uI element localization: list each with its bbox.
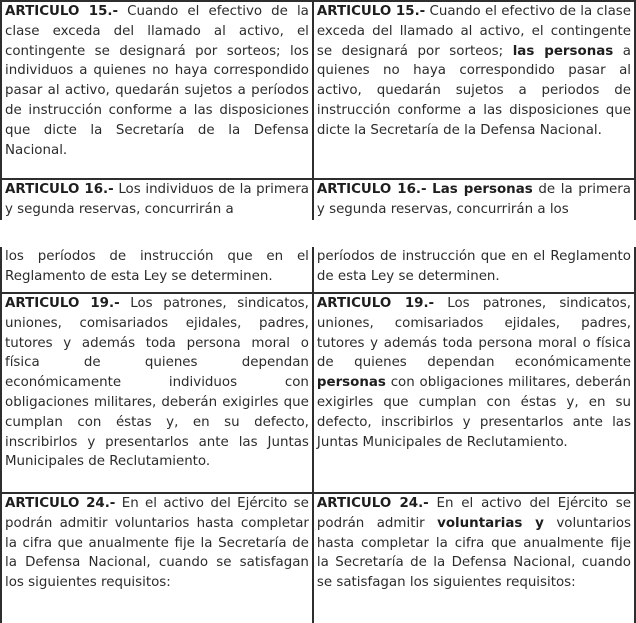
cell-left xyxy=(1,493,313,623)
cell-left xyxy=(1,247,313,293)
article-text: Cuando el efectivo de la clase exceda del llamado al activo, el contingente se designará por sorteos; xyxy=(316,4,631,59)
article-text: períodos de instrucción que en el Reglamento de esta Ley se determinen. xyxy=(316,249,631,284)
article-text: En el activo del Ejército se podrán admitir voluntarios hasta completar la cifra que anualmente fije la Secretaría de la Defensa Nacional, cuando se satisfagan los siguientes requisitos: xyxy=(5,496,309,591)
article-text: Los individuos de la primera y segunda reservas, concurrirán a xyxy=(5,182,309,217)
table-row xyxy=(1,293,635,493)
article-text: En el activo del Ejército se podrán admitir xyxy=(316,496,631,531)
article-text: Los patrones, sindicatos, uniones, comisariados ejidales, padres, tutores y además toda persona moral o física de quienes dependan económicamente xyxy=(316,296,631,371)
article-text: voluntarios hasta completar la cifra que anualmente fije la Secretaría de la Defensa Nacional, cuando se satisfagan los siguientes requisitos: xyxy=(316,515,631,591)
article-heading: ARTICULO 16.- xyxy=(316,182,427,197)
article-heading: ARTICULO 15.- xyxy=(316,4,426,19)
comparison-table-bottom xyxy=(0,247,636,623)
amended-text: voluntarias y xyxy=(437,515,544,531)
article-heading: ARTICULO 16.- xyxy=(5,182,114,197)
table-row xyxy=(1,179,635,221)
cell-right xyxy=(313,1,635,179)
article-heading: ARTICULO 15.- xyxy=(5,4,119,19)
article-heading: ARTICULO 19.- xyxy=(5,296,120,311)
article-text: con obligaciones militares, deberán exigirles que cumplan con éstas y, en su defecto, inscribirlos y presentarlos ante las Juntas Municipales de Reclutamiento. xyxy=(316,375,631,450)
cell-left xyxy=(1,1,313,179)
amended-text: las personas xyxy=(512,43,614,59)
cell-left xyxy=(1,179,313,221)
table-row xyxy=(1,1,635,179)
table-row xyxy=(1,247,635,293)
comparison-table-top xyxy=(0,0,636,221)
article-text: Los patrones, sindicatos, uniones, comisariados ejidales, padres, tutores y además toda persona moral o física de quienes dependan económicamente individuos con obligaciones militares, deberán exigirles que cumplan con éstas y, en su defecto, inscribirlos y presentarlos ante las Juntas Municipales de Reclutamiento. xyxy=(5,296,309,470)
table-row xyxy=(1,493,635,623)
article-text: Cuando el efectivo de la clase exceda del llamado al activo, el contingente se designará por sorteos; los individuos a quienes no haya correspondido pasar al activo, quedarán sujetos a períodos de instrucción conforme a las disposiciones que dicte la Secretaría de la Defensa Nacional. xyxy=(5,4,309,158)
amended-text: personas xyxy=(316,375,386,391)
article-text: a quienes no haya correspondido pasar al activo, quedarán sujetos a periodos de instrucción conforme a las disposiciones que dicte la Secretaría de la Defensa Nacional. xyxy=(316,43,631,138)
page-gap xyxy=(0,220,636,248)
article-text: los períodos de instrucción que en el Reglamento de esta Ley se determinen. xyxy=(5,249,309,284)
amended-text: Las personas xyxy=(432,182,533,197)
cell-right xyxy=(313,179,635,221)
article-heading: ARTICULO 19.- xyxy=(316,296,435,311)
cell-right xyxy=(313,293,635,493)
article-text: de la primera y segunda reservas, concurrirán a los xyxy=(316,182,631,217)
article-heading: ARTICULO 24.- xyxy=(316,496,429,511)
cell-left xyxy=(1,293,313,493)
article-heading: ARTICULO 24.- xyxy=(5,496,116,511)
cell-right xyxy=(313,247,635,293)
cell-right xyxy=(313,493,635,623)
